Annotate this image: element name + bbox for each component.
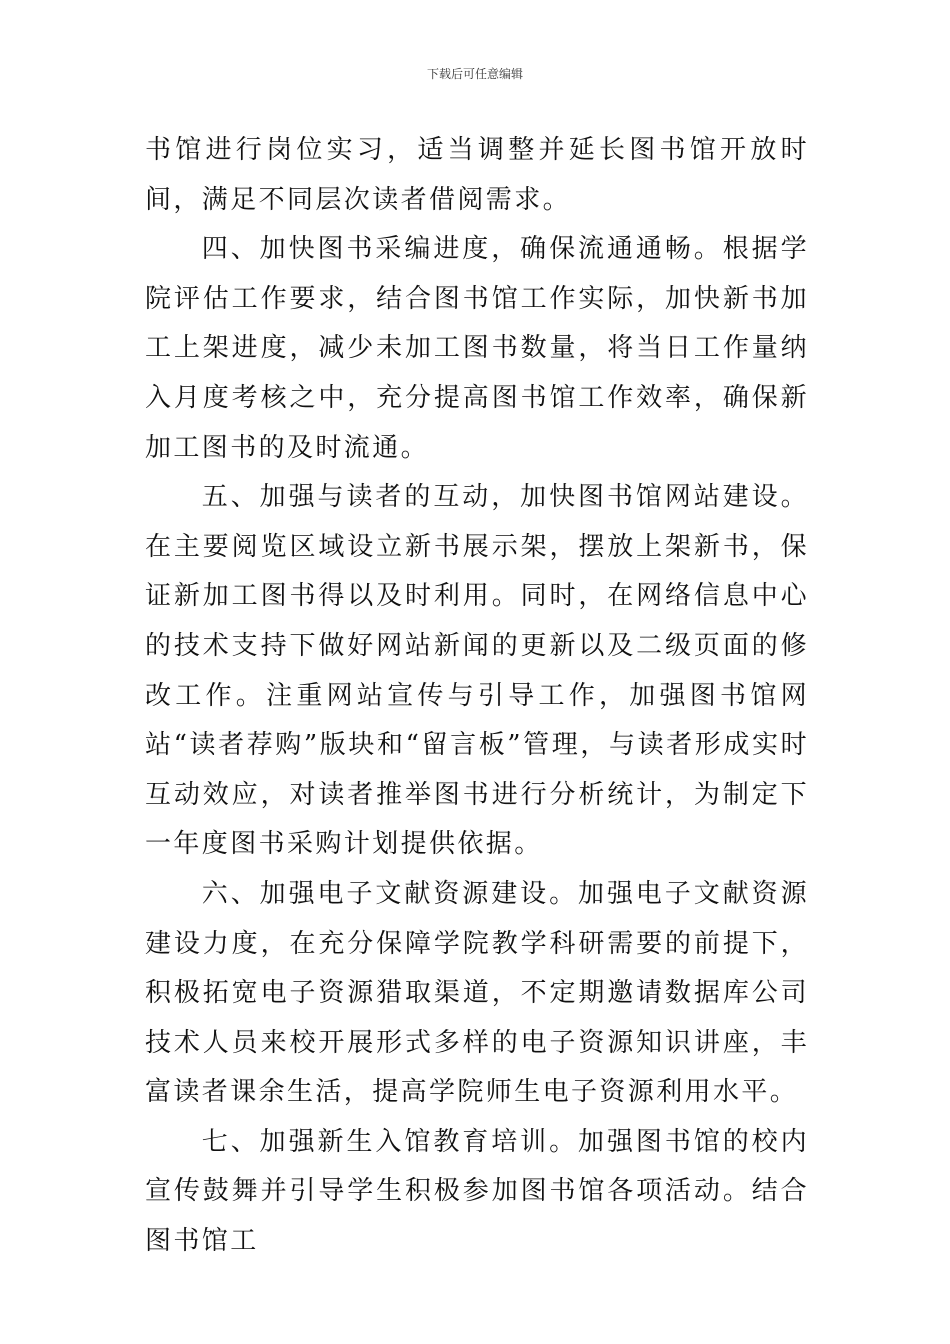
paragraph-section-7: 七、加强新生入馆教育培训。加强图书馆的校内宣传鼓舞并引导学生积极参加图书馆各项活动。结合图书馆工 [145,1126,809,1257]
paragraph-section-6: 六、加强电子文献资源建设。加强电子文献资源建设力度，在充分保障学院教学科研需要的前提下，积极拓宽电子资源猎取渠道，不定期邀请数据库公司技术人员来校开展形式多样的电子资源知识讲座，丰富读者课余生活，提高学院师生电子资源利用水平。 [145,878,809,1108]
paragraph-section-4: 四、加快图书采编进度，确保流通通畅。根据学院评估工作要求，结合图书馆工作实际，加快新书加工上架进度，减少未加工图书数量，将当日工作量纳入月度考核之中，充分提高图书馆工作效率，确保新加工图书的及时流通。 [145,234,809,463]
document-body [145,126,809,1267]
page-header-note: 下载后可任意编辑 [426,67,523,81]
paragraph-section-5: 五、加强与读者的互动，加快图书馆网站建设。在主要阅览区域设立新书展示架，摆放上架新书，保证新加工图书得以及时利用。同时，在网络信息中心的技术支持下做好网站新闻的更新以及二级页面的修改工作。注重网站宣传与引导工作，加强图书馆网站“读者荐购”版块和“留言板”管理，与读者形成实时互动效应，对读者推举图书进行分析统计，为制定下一年度图书采购计划提供依据。 [145,482,809,860]
paragraph-continuation: 书馆进行岗位实习，适当调整并延长图书馆开放时间，满足不同层次读者借阅需求。 [145,135,809,215]
